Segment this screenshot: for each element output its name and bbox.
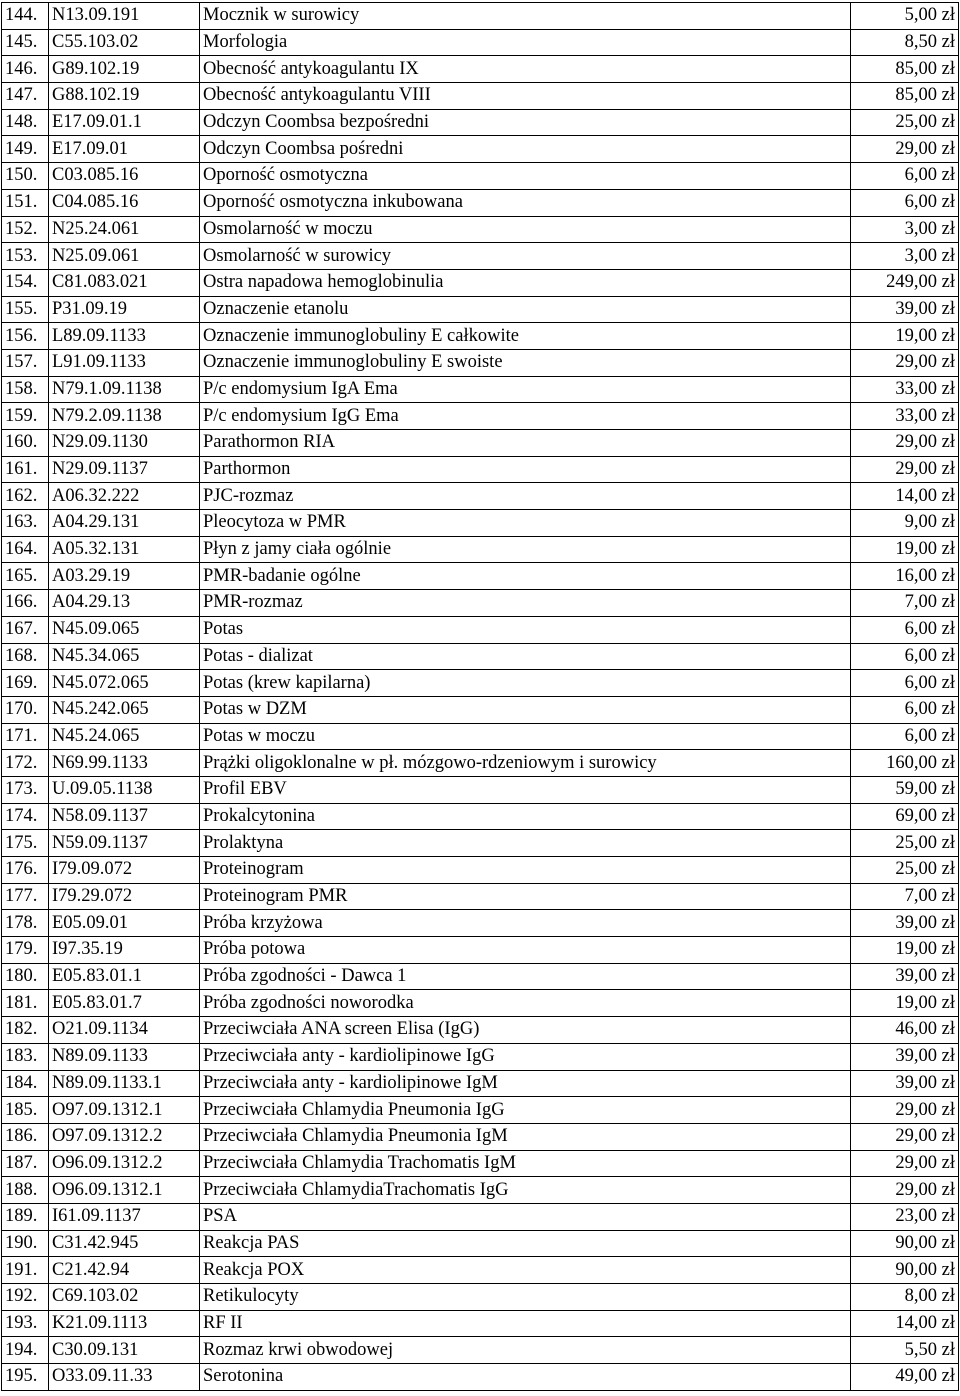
table-row	[2, 83, 959, 110]
test-name: Przeciwciała anty - kardiolipinowe IgM	[200, 1070, 851, 1097]
row-number: 172.	[2, 750, 49, 777]
test-name: Morfologia	[200, 29, 851, 56]
row-number: 161.	[2, 456, 49, 483]
table-row	[2, 1337, 959, 1364]
row-number: 146.	[2, 56, 49, 83]
procedure-code: C81.083.021	[49, 269, 200, 296]
test-price: 8,00 zł	[851, 1284, 959, 1311]
test-name: Obecność antykoagulantu VIII	[200, 83, 851, 110]
table-row	[2, 990, 959, 1017]
test-price: 33,00 zł	[851, 403, 959, 430]
procedure-code: O21.09.1134	[49, 1017, 200, 1044]
procedure-code: C55.103.02	[49, 29, 200, 56]
test-price: 29,00 zł	[851, 456, 959, 483]
table-row	[2, 1097, 959, 1124]
test-price: 14,00 zł	[851, 1310, 959, 1337]
procedure-code: I79.09.072	[49, 857, 200, 884]
row-number: 176.	[2, 857, 49, 884]
procedure-code: E05.83.01.1	[49, 963, 200, 990]
row-number: 185.	[2, 1097, 49, 1124]
test-name: Prolaktyna	[200, 830, 851, 857]
procedure-code: C21.42.94	[49, 1257, 200, 1284]
row-number: 157.	[2, 349, 49, 376]
table-row	[2, 1257, 959, 1284]
procedure-code: N13.09.191	[49, 3, 200, 30]
table-row	[2, 670, 959, 697]
test-name: Odczyn Coombsa bezpośredni	[200, 109, 851, 136]
row-number: 149.	[2, 136, 49, 163]
row-number: 165.	[2, 563, 49, 590]
test-price: 39,00 zł	[851, 1070, 959, 1097]
procedure-code: N45.34.065	[49, 643, 200, 670]
test-price: 23,00 zł	[851, 1203, 959, 1230]
test-price: 3,00 zł	[851, 216, 959, 243]
row-number: 181.	[2, 990, 49, 1017]
test-name: Rozmaz krwi obwodowej	[200, 1337, 851, 1364]
price-list-table	[1, 2, 959, 1391]
procedure-code: C31.42.945	[49, 1230, 200, 1257]
test-name: Mocznik w surowicy	[200, 3, 851, 30]
row-number: 166.	[2, 590, 49, 617]
row-number: 162.	[2, 483, 49, 510]
table-row	[2, 1364, 959, 1391]
table-row	[2, 376, 959, 403]
test-name: PMR-rozmaz	[200, 590, 851, 617]
table-row	[2, 750, 959, 777]
procedure-code: U.09.05.1138	[49, 776, 200, 803]
test-name: Reakcja POX	[200, 1257, 851, 1284]
procedure-code: G88.102.19	[49, 83, 200, 110]
test-price: 16,00 zł	[851, 563, 959, 590]
test-name: Pleocytoza w PMR	[200, 510, 851, 537]
test-price: 6,00 zł	[851, 643, 959, 670]
row-number: 170.	[2, 696, 49, 723]
test-name: P/c endomysium IgG Ema	[200, 403, 851, 430]
procedure-code: E17.09.01.1	[49, 109, 200, 136]
row-number: 148.	[2, 109, 49, 136]
test-price: 29,00 zł	[851, 349, 959, 376]
test-price: 39,00 zł	[851, 1043, 959, 1070]
row-number: 192.	[2, 1284, 49, 1311]
row-number: 174.	[2, 803, 49, 830]
row-number: 160.	[2, 430, 49, 457]
test-price: 29,00 zł	[851, 1097, 959, 1124]
row-number: 184.	[2, 1070, 49, 1097]
procedure-code: C30.09.131	[49, 1337, 200, 1364]
procedure-code: I61.09.1137	[49, 1203, 200, 1230]
procedure-code: N25.24.061	[49, 216, 200, 243]
test-price: 160,00 zł	[851, 750, 959, 777]
table-row	[2, 136, 959, 163]
procedure-code: N89.09.1133.1	[49, 1070, 200, 1097]
procedure-code: P31.09.19	[49, 296, 200, 323]
test-price: 25,00 zł	[851, 830, 959, 857]
test-name: Przeciwciała ANA screen Elisa (IgG)	[200, 1017, 851, 1044]
row-number: 175.	[2, 830, 49, 857]
row-number: 145.	[2, 29, 49, 56]
test-price: 5,00 zł	[851, 3, 959, 30]
row-number: 156.	[2, 323, 49, 350]
table-row	[2, 1017, 959, 1044]
test-name: Osmolarność w surowicy	[200, 243, 851, 270]
table-row	[2, 830, 959, 857]
procedure-code: E05.83.01.7	[49, 990, 200, 1017]
row-number: 144.	[2, 3, 49, 30]
table-row	[2, 1230, 959, 1257]
test-name: Serotonina	[200, 1364, 851, 1391]
table-row	[2, 696, 959, 723]
test-name: Profil EBV	[200, 776, 851, 803]
test-name: Prokalcytonina	[200, 803, 851, 830]
procedure-code: N69.99.1133	[49, 750, 200, 777]
row-number: 168.	[2, 643, 49, 670]
table-row	[2, 163, 959, 190]
table-row	[2, 590, 959, 617]
test-price: 33,00 zł	[851, 376, 959, 403]
test-name: Oznaczenie immunoglobuliny E swoiste	[200, 349, 851, 376]
table-row	[2, 857, 959, 884]
procedure-code: I79.29.072	[49, 883, 200, 910]
row-number: 169.	[2, 670, 49, 697]
row-number: 188.	[2, 1177, 49, 1204]
table-row	[2, 3, 959, 30]
procedure-code: O97.09.1312.1	[49, 1097, 200, 1124]
test-name: Przeciwciała anty - kardiolipinowe IgG	[200, 1043, 851, 1070]
test-name: Potas (krew kapilarna)	[200, 670, 851, 697]
test-name: Próba zgodności - Dawca 1	[200, 963, 851, 990]
test-price: 249,00 zł	[851, 269, 959, 296]
procedure-code: A05.32.131	[49, 536, 200, 563]
table-row	[2, 216, 959, 243]
procedure-code: O97.09.1312.2	[49, 1123, 200, 1150]
row-number: 171.	[2, 723, 49, 750]
test-price: 19,00 zł	[851, 323, 959, 350]
test-price: 25,00 zł	[851, 109, 959, 136]
test-price: 19,00 zł	[851, 990, 959, 1017]
row-number: 180.	[2, 963, 49, 990]
procedure-code: C03.085.16	[49, 163, 200, 190]
table-row	[2, 1070, 959, 1097]
table-row	[2, 803, 959, 830]
procedure-code: N58.09.1137	[49, 803, 200, 830]
test-price: 9,00 zł	[851, 510, 959, 537]
procedure-code: C69.103.02	[49, 1284, 200, 1311]
test-price: 8,50 zł	[851, 29, 959, 56]
procedure-code: A04.29.131	[49, 510, 200, 537]
test-name: Odczyn Coombsa pośredni	[200, 136, 851, 163]
table-row	[2, 776, 959, 803]
test-price: 39,00 zł	[851, 963, 959, 990]
procedure-code: L89.09.1133	[49, 323, 200, 350]
row-number: 179.	[2, 937, 49, 964]
table-row	[2, 29, 959, 56]
test-name: P/c endomysium IgA Ema	[200, 376, 851, 403]
procedure-code: E05.09.01	[49, 910, 200, 937]
test-name: Osmolarność w moczu	[200, 216, 851, 243]
test-name: PJC-rozmaz	[200, 483, 851, 510]
test-name: Proteinogram PMR	[200, 883, 851, 910]
procedure-code: N79.2.09.1138	[49, 403, 200, 430]
procedure-code: N45.24.065	[49, 723, 200, 750]
test-name: Obecność antykoagulantu IX	[200, 56, 851, 83]
row-number: 152.	[2, 216, 49, 243]
row-number: 159.	[2, 403, 49, 430]
test-name: Prążki oligoklonalne w pł. mózgowo-rdzeniowym i surowicy	[200, 750, 851, 777]
row-number: 191.	[2, 1257, 49, 1284]
table-row	[2, 1284, 959, 1311]
table-row	[2, 296, 959, 323]
table-row	[2, 883, 959, 910]
procedure-code: N29.09.1130	[49, 430, 200, 457]
test-price: 19,00 zł	[851, 937, 959, 964]
table-row	[2, 937, 959, 964]
test-name: Próba krzyżowa	[200, 910, 851, 937]
row-number: 186.	[2, 1123, 49, 1150]
test-price: 7,00 zł	[851, 883, 959, 910]
procedure-code: A06.32.222	[49, 483, 200, 510]
procedure-code: N29.09.1137	[49, 456, 200, 483]
procedure-code: O33.09.11.33	[49, 1364, 200, 1391]
table-row	[2, 109, 959, 136]
table-row	[2, 1123, 959, 1150]
table-row	[2, 1310, 959, 1337]
test-price: 90,00 zł	[851, 1230, 959, 1257]
test-name: Próba potowa	[200, 937, 851, 964]
row-number: 173.	[2, 776, 49, 803]
table-row	[2, 403, 959, 430]
row-number: 147.	[2, 83, 49, 110]
test-price: 29,00 zł	[851, 430, 959, 457]
test-price: 3,00 zł	[851, 243, 959, 270]
test-price: 7,00 zł	[851, 590, 959, 617]
table-row	[2, 189, 959, 216]
test-name: Parthormon	[200, 456, 851, 483]
row-number: 182.	[2, 1017, 49, 1044]
table-row	[2, 349, 959, 376]
row-number: 164.	[2, 536, 49, 563]
row-number: 195.	[2, 1364, 49, 1391]
test-price: 85,00 zł	[851, 83, 959, 110]
test-name: Oznaczenie etanolu	[200, 296, 851, 323]
test-price: 25,00 zł	[851, 857, 959, 884]
test-name: Oporność osmotyczna inkubowana	[200, 189, 851, 216]
table-row	[2, 323, 959, 350]
table-row	[2, 56, 959, 83]
test-name: Oporność osmotyczna	[200, 163, 851, 190]
table-row	[2, 510, 959, 537]
procedure-code: O96.09.1312.1	[49, 1177, 200, 1204]
table-row	[2, 430, 959, 457]
test-name: Retikulocyty	[200, 1284, 851, 1311]
procedure-code: N45.072.065	[49, 670, 200, 697]
procedure-code: E17.09.01	[49, 136, 200, 163]
row-number: 177.	[2, 883, 49, 910]
table-row	[2, 1203, 959, 1230]
procedure-code: O96.09.1312.2	[49, 1150, 200, 1177]
test-name: Przeciwciała Chlamydia Pneumonia IgG	[200, 1097, 851, 1124]
test-price: 6,00 zł	[851, 189, 959, 216]
test-name: PMR-badanie ogólne	[200, 563, 851, 590]
table-row	[2, 616, 959, 643]
test-price: 29,00 zł	[851, 1177, 959, 1204]
procedure-code: N25.09.061	[49, 243, 200, 270]
row-number: 151.	[2, 189, 49, 216]
row-number: 155.	[2, 296, 49, 323]
table-row	[2, 1177, 959, 1204]
row-number: 154.	[2, 269, 49, 296]
test-name: Parathormon RIA	[200, 430, 851, 457]
test-name: Reakcja PAS	[200, 1230, 851, 1257]
test-name: Przeciwciała ChlamydiaTrachomatis IgG	[200, 1177, 851, 1204]
row-number: 187.	[2, 1150, 49, 1177]
table-row	[2, 563, 959, 590]
test-name: Ostra napadowa hemoglobinulia	[200, 269, 851, 296]
procedure-code: N59.09.1137	[49, 830, 200, 857]
table-row	[2, 243, 959, 270]
row-number: 163.	[2, 510, 49, 537]
test-price: 59,00 zł	[851, 776, 959, 803]
table-row	[2, 536, 959, 563]
procedure-code: I97.35.19	[49, 937, 200, 964]
table-row	[2, 1150, 959, 1177]
test-name: Potas	[200, 616, 851, 643]
row-number: 178.	[2, 910, 49, 937]
test-name: RF II	[200, 1310, 851, 1337]
test-name: Proteinogram	[200, 857, 851, 884]
table-row	[2, 483, 959, 510]
procedure-code: C04.085.16	[49, 189, 200, 216]
test-price: 6,00 zł	[851, 723, 959, 750]
table-row	[2, 910, 959, 937]
test-price: 46,00 zł	[851, 1017, 959, 1044]
test-price: 29,00 zł	[851, 136, 959, 163]
row-number: 190.	[2, 1230, 49, 1257]
table-row	[2, 456, 959, 483]
row-number: 194.	[2, 1337, 49, 1364]
row-number: 158.	[2, 376, 49, 403]
test-price: 19,00 zł	[851, 536, 959, 563]
procedure-code: N45.09.065	[49, 616, 200, 643]
test-price: 29,00 zł	[851, 1123, 959, 1150]
table-row	[2, 643, 959, 670]
test-price: 6,00 zł	[851, 616, 959, 643]
test-name: PSA	[200, 1203, 851, 1230]
procedure-code: N45.242.065	[49, 696, 200, 723]
test-name: Próba zgodności noworodka	[200, 990, 851, 1017]
row-number: 167.	[2, 616, 49, 643]
table-row	[2, 1043, 959, 1070]
procedure-code: N89.09.1133	[49, 1043, 200, 1070]
test-price: 6,00 zł	[851, 163, 959, 190]
test-price: 6,00 zł	[851, 670, 959, 697]
table-row	[2, 269, 959, 296]
test-price: 49,00 zł	[851, 1364, 959, 1391]
test-price: 5,50 zł	[851, 1337, 959, 1364]
row-number: 189.	[2, 1203, 49, 1230]
table-row	[2, 963, 959, 990]
test-price: 14,00 zł	[851, 483, 959, 510]
test-name: Potas - dializat	[200, 643, 851, 670]
row-number: 193.	[2, 1310, 49, 1337]
row-number: 150.	[2, 163, 49, 190]
test-name: Potas w moczu	[200, 723, 851, 750]
test-price: 39,00 zł	[851, 296, 959, 323]
test-name: Płyn z jamy ciała ogólnie	[200, 536, 851, 563]
test-name: Przeciwciała Chlamydia Trachomatis IgM	[200, 1150, 851, 1177]
table-row	[2, 723, 959, 750]
procedure-code: A04.29.13	[49, 590, 200, 617]
procedure-code: A03.29.19	[49, 563, 200, 590]
test-price: 90,00 zł	[851, 1257, 959, 1284]
test-price: 29,00 zł	[851, 1150, 959, 1177]
procedure-code: L91.09.1133	[49, 349, 200, 376]
price-list-body	[2, 3, 959, 1391]
test-name: Przeciwciała Chlamydia Pneumonia IgM	[200, 1123, 851, 1150]
test-price: 6,00 zł	[851, 696, 959, 723]
test-name: Potas w DZM	[200, 696, 851, 723]
test-price: 39,00 zł	[851, 910, 959, 937]
row-number: 183.	[2, 1043, 49, 1070]
test-name: Oznaczenie immunoglobuliny E całkowite	[200, 323, 851, 350]
test-price: 69,00 zł	[851, 803, 959, 830]
procedure-code: N79.1.09.1138	[49, 376, 200, 403]
test-price: 85,00 zł	[851, 56, 959, 83]
row-number: 153.	[2, 243, 49, 270]
procedure-code: G89.102.19	[49, 56, 200, 83]
procedure-code: K21.09.1113	[49, 1310, 200, 1337]
